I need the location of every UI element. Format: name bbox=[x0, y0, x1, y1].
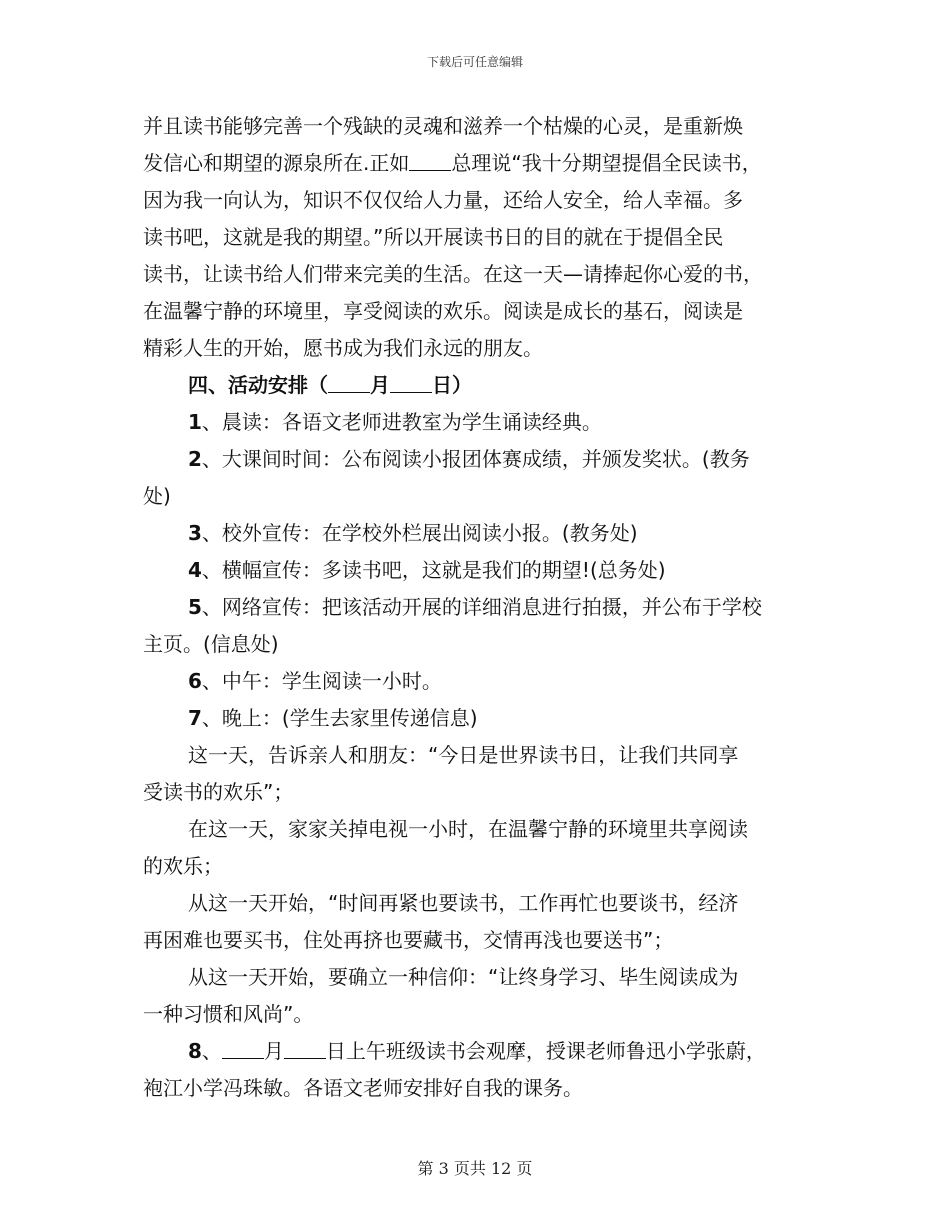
item-text: 、网络宣传：把该活动开展的详细消息进行拍摄，并公布于学校 bbox=[201, 595, 762, 619]
item-number: 2 bbox=[188, 447, 202, 471]
item-separator: 、 bbox=[201, 1039, 222, 1063]
item-text: 、校外宣传：在学校外栏展出阅读小报。(教务处) bbox=[201, 521, 638, 545]
item-number: 3 bbox=[188, 521, 202, 545]
heading-month: 月 bbox=[370, 373, 390, 397]
note-line: 一种习惯和风尚”。 bbox=[143, 1002, 314, 1026]
note-line: 的欢乐； bbox=[143, 854, 223, 878]
list-item bbox=[188, 556, 666, 584]
list-item bbox=[188, 593, 762, 621]
paragraph-line bbox=[143, 149, 762, 177]
list-item bbox=[188, 519, 638, 547]
paragraph-line: 并且读书能够完善一个残缺的灵魂和滋养一个枯燥的心灵，是重新焕 bbox=[143, 114, 743, 138]
blank-underline bbox=[390, 374, 432, 393]
note-line: 从这一天开始，要确立一种信仰：“让终身学习、毕生阅读成为 bbox=[188, 965, 739, 989]
blank-underline bbox=[328, 374, 370, 393]
heading-suffix: 日） bbox=[432, 373, 472, 397]
list-item bbox=[188, 1037, 766, 1065]
item-number: 6 bbox=[188, 669, 202, 693]
list-item bbox=[188, 704, 478, 732]
page-header: 下载后可任意编辑 bbox=[426, 55, 523, 69]
item-number: 4 bbox=[188, 558, 202, 582]
item-month: 月 bbox=[263, 1039, 284, 1063]
list-item bbox=[188, 445, 750, 473]
paragraph-line: 因为我一向认为，知识不仅仅给人力量，还给人安全，给人幸福。多 bbox=[143, 188, 743, 212]
item-number: 8 bbox=[188, 1039, 202, 1063]
note-line: 从这一天开始，“时间再紧也要读书，工作再忙也要谈书，经济 bbox=[188, 891, 739, 915]
paragraph-line: 在温馨宁静的环境里，享受阅读的欢乐。阅读是成长的基石，阅读是 bbox=[143, 299, 743, 323]
list-item-continuation: 主页。(信息处) bbox=[143, 632, 279, 656]
list-item bbox=[188, 408, 602, 436]
list-item-continuation: 处) bbox=[143, 484, 171, 508]
paragraph-line: 精彩人生的开始，愿书成为我们永远的朋友。 bbox=[143, 336, 543, 360]
blank-underline bbox=[284, 1040, 326, 1059]
text-span: 总理说“我十分期望提倡全民读书， bbox=[451, 151, 762, 175]
item-text: 、横幅宣传：多读书吧，这就是我们的期望!(总务处) bbox=[201, 558, 666, 582]
note-line: 受读书的欢乐”； bbox=[143, 780, 294, 804]
text-span: 发信心和期望的源泉所在.正如 bbox=[143, 151, 410, 175]
item-text: 、晨读：各语文老师进教室为学生诵读经典。 bbox=[201, 410, 602, 434]
item-text: 、大课间时间：公布阅读小报团体赛成绩，并颁发奖状。(教务 bbox=[201, 447, 750, 471]
item-text: 日上午班级读书会观摩，授课老师鲁迅小学张蔚， bbox=[325, 1039, 766, 1063]
item-number: 7 bbox=[188, 706, 202, 730]
item-number: 1 bbox=[188, 410, 202, 434]
item-text: 、晚上：(学生去家里传递信息) bbox=[201, 706, 478, 730]
item-number: 5 bbox=[188, 595, 202, 619]
section-heading bbox=[188, 371, 472, 399]
paragraph-line: 读书吧，这就是我的期望。”所以开展读书日的目的就在于提倡全民 bbox=[143, 225, 724, 249]
blank-underline bbox=[222, 1040, 264, 1059]
heading-prefix: 四、活动安排（ bbox=[188, 373, 328, 397]
list-item-continuation: 袍江小学冯珠敏。各语文老师安排好自我的课务。 bbox=[143, 1076, 583, 1100]
list-item bbox=[188, 667, 442, 695]
page-footer: 第 3 页共 12 页 bbox=[417, 1159, 533, 1178]
blank-underline bbox=[409, 152, 451, 171]
note-line: 再困难也要买书，住处再挤也要藏书，交情再浅也要送书”； bbox=[143, 928, 674, 952]
note-line: 在这一天，家家关掉电视一小时，在温馨宁静的环境里共享阅读 bbox=[188, 817, 748, 841]
item-text: 、中午：学生阅读一小时。 bbox=[201, 669, 442, 693]
paragraph-line: 读书，让读书给人们带来完美的生活。在这一天—请捧起你心爱的书， bbox=[143, 262, 763, 286]
note-line: 这一天，告诉亲人和朋友：“今日是世界读书日，让我们共同享 bbox=[188, 743, 739, 767]
